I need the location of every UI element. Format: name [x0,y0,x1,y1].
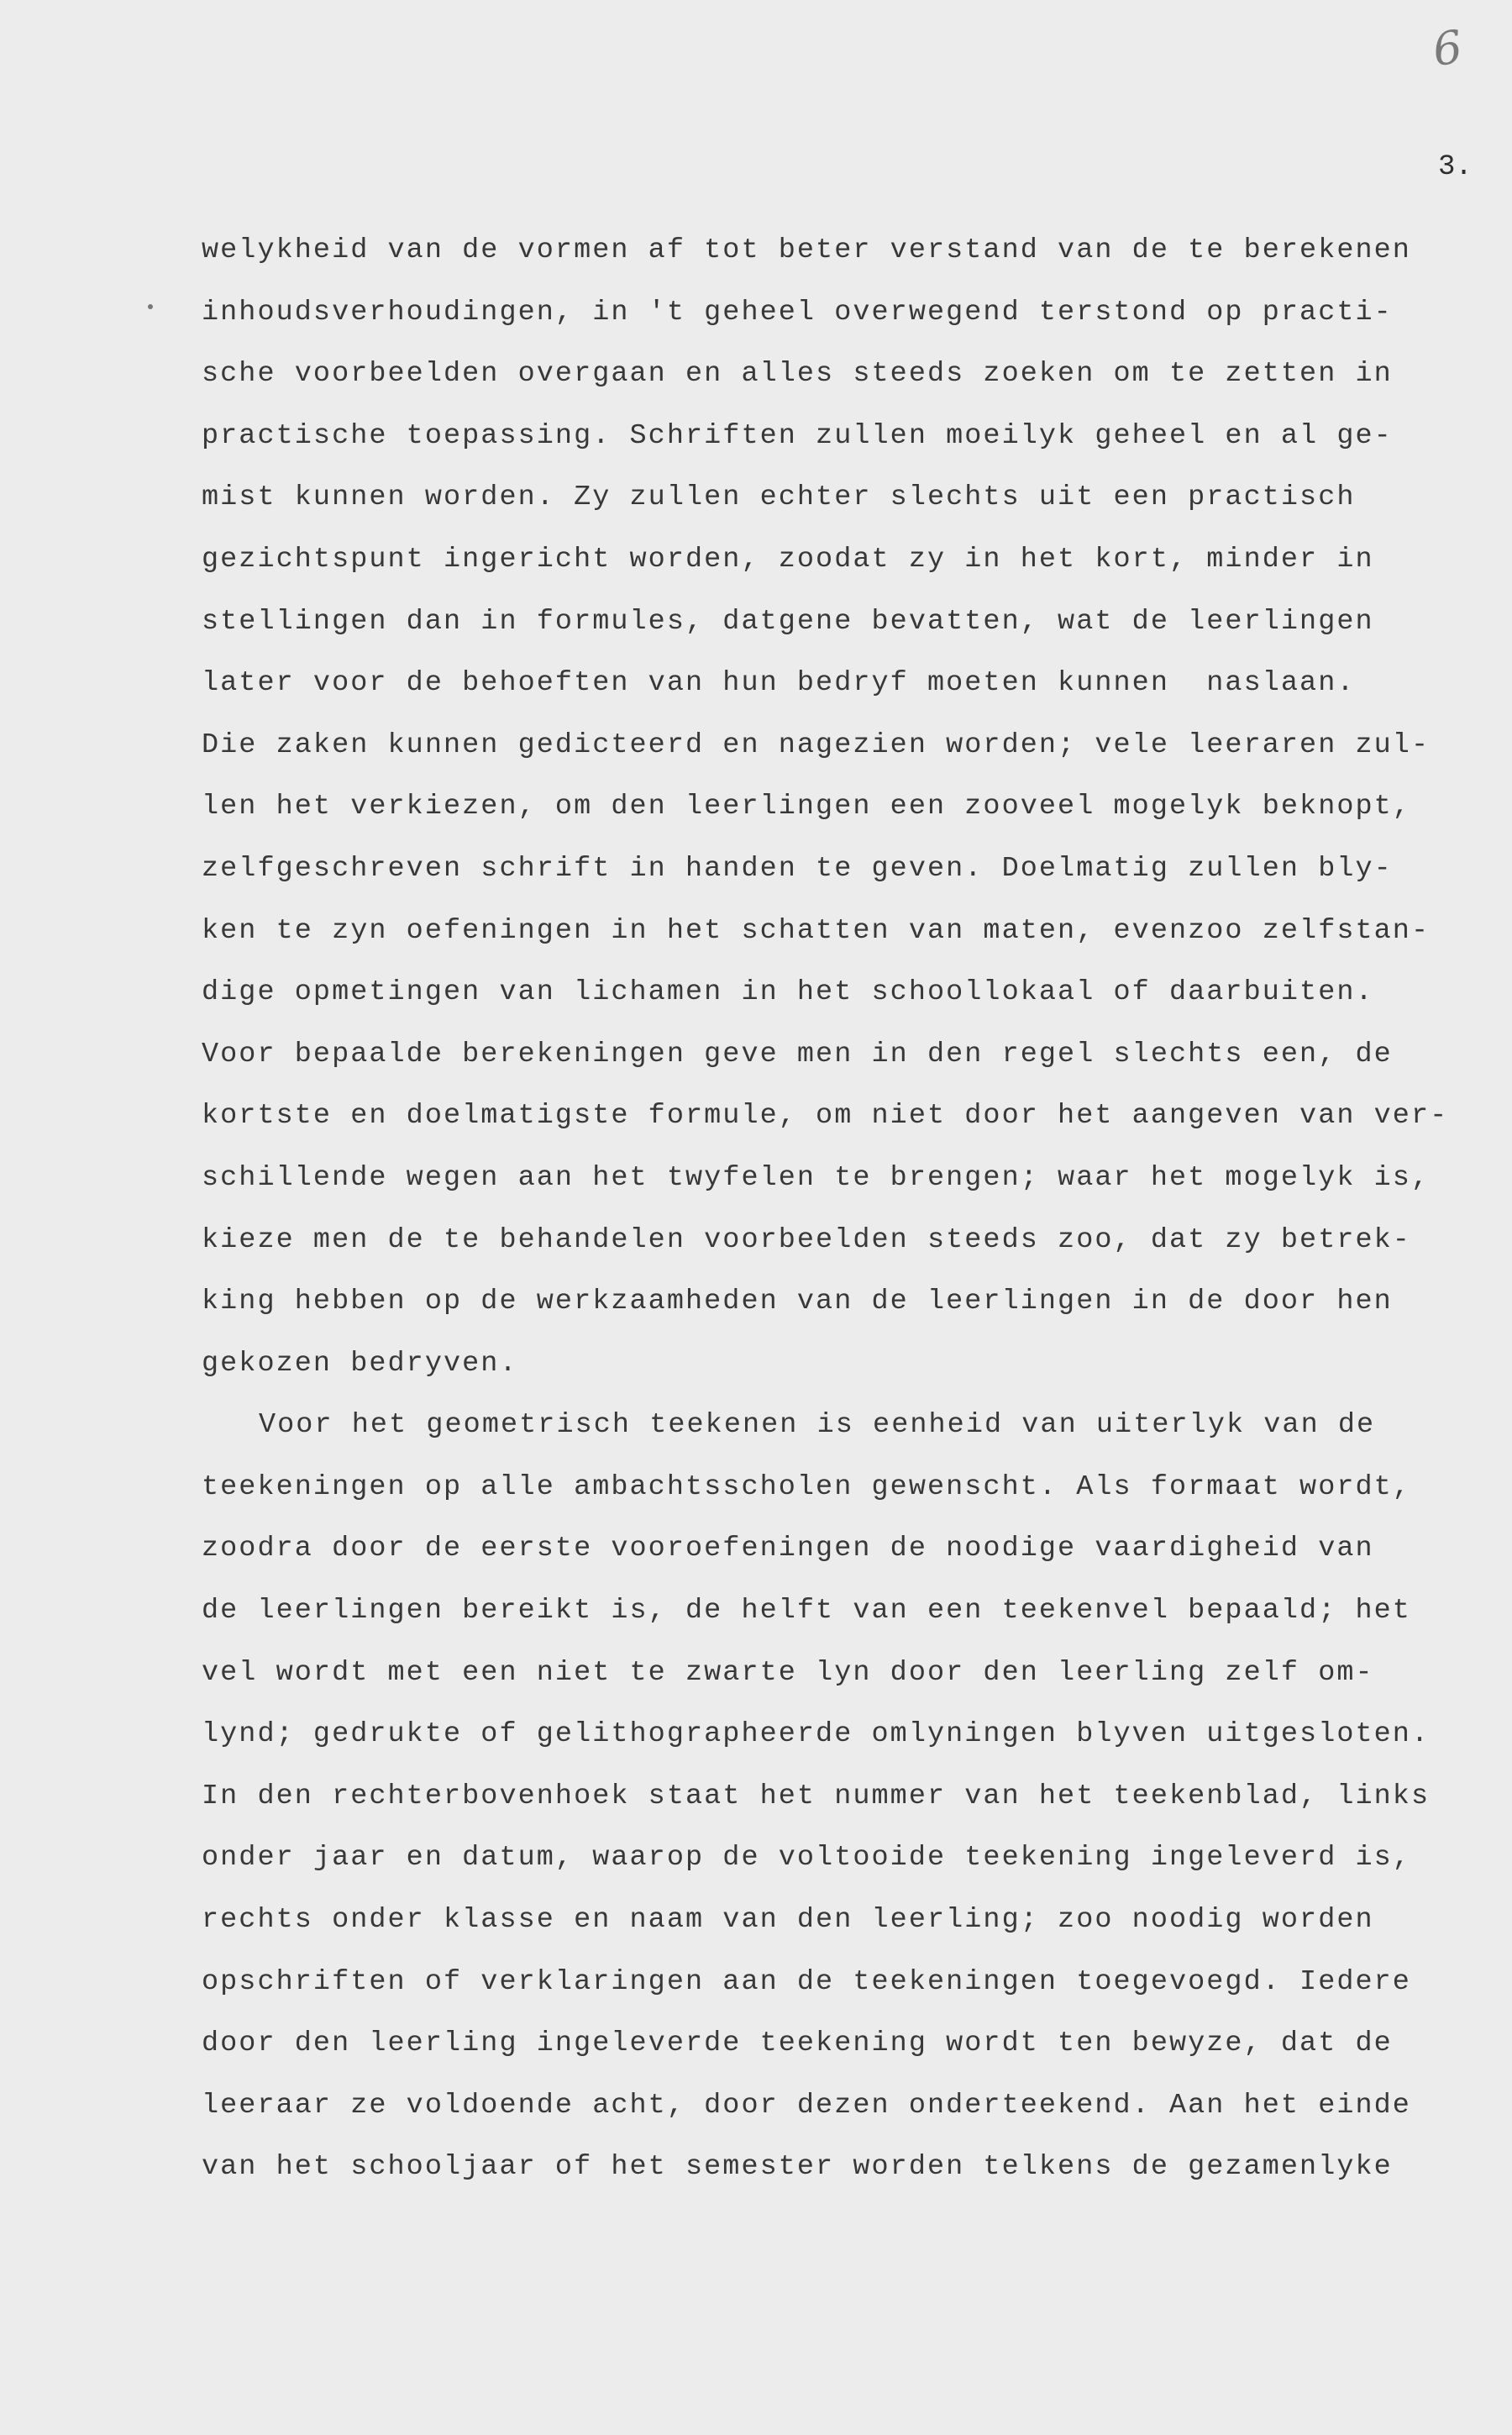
text-line: Die zaken kunnen gedicteerd en nagezien worden; vele leeraren zul- [202,728,1431,761]
text-line: len het verkiezen, om den leerlingen een zooveel mogelyk beknopt, [202,791,1411,823]
text-line: de leerlingen bereikt is, de helft van een teekenvel bepaald; het [202,1595,1411,1628]
text-line: kieze men de te behandelen voorbeelden steeds zoo, dat zy betrek- [202,1223,1411,1256]
text-line: sche voorbeelden overgaan en alles steeds zoeken om te zetten in [202,358,1393,391]
text-line: zelfgeschreven schrift in handen te geven. Doelmatig zullen bly- [202,852,1393,885]
text-line: stellingen dan in formules, datgene bevatten, wat de leerlingen [202,605,1374,638]
text-line: onder jaar en datum, waarop de voltooide teekening ingeleverd is, [202,1842,1411,1875]
text-line: leeraar ze voldoende acht, door dezen onderteekend. Aan het einde [202,2089,1411,2122]
paragraph-1 [202,220,1478,1395]
text-line: king hebben op de werkzaamheden van de leerlingen in de door hen [202,1286,1393,1318]
text-line: kortste en doelmatigste formule, om niet door het aangeven van ver- [202,1100,1449,1133]
page-number: 3. [1438,151,1473,183]
text-line: lynd; gedrukte of gelithographeerde omlyningen blyven uitgesloten. [202,1718,1431,1751]
text-line: gekozen bedryven. [202,1347,518,1380]
text-line: later voor de behoeften van hun bedryf moeten kunnen naslaan. [202,667,1356,700]
text-line: teekeningen op alle ambachtsscholen gewenscht. Als formaat wordt, [202,1470,1411,1503]
paragraph-2 [202,1395,1478,2199]
margin-dot [148,304,153,309]
text-line: schillende wegen aan het twyfelen te brengen; waar het mogelyk is, [202,1161,1431,1194]
text-line: Voor bepaalde berekeningen geve men in den regel slechts een, de [202,1038,1393,1070]
typewritten-body [202,220,1478,2199]
text-line: inhoudsverhoudingen, in 't geheel overwegend terstond op practi- [202,296,1393,329]
text-line: rechts onder klasse en naam van den leerling; zoo noodig worden [202,1904,1374,1937]
text-line: dige opmetingen van lichamen in het schoollokaal of daarbuiten. [202,976,1374,1009]
text-line: mist kunnen worden. Zy zullen echter slechts uit een practisch [202,481,1356,514]
text-line: door den leerling ingeleverde teekening wordt ten bewyze, dat de [202,2027,1393,2060]
text-line: welykheid van de vormen af tot beter verstand van de te berekenen [202,234,1411,266]
text-line: practische toepassing. Schriften zullen moeilyk geheel en al ge- [202,419,1393,452]
handwritten-folio-mark: 6 [1429,19,1466,77]
text-line: gezichtspunt ingericht worden, zoodat zy in het kort, minder in [202,543,1374,576]
text-line: opschriften of verklaringen aan de teekeningen toegevoegd. Iedere [202,1965,1411,1998]
text-line: In den rechterbovenhoek staat het nummer van het teekenblad, links [202,1780,1431,1812]
text-line: zoodra door de eerste vooroefeningen de noodige vaardigheid van [202,1533,1374,1565]
text-line: van het schooljaar of het semester worden telkens de gezamenlyke [202,2151,1393,2184]
text-line: Voor het geometrisch teekenen is eenheid van uiterlyk van de [259,1409,1376,1442]
text-line: ken te zyn oefeningen in het schatten van maten, evenzoo zelfstan- [202,914,1431,947]
text-line: vel wordt met een niet te zwarte lyn door den leerling zelf om- [202,1656,1374,1689]
